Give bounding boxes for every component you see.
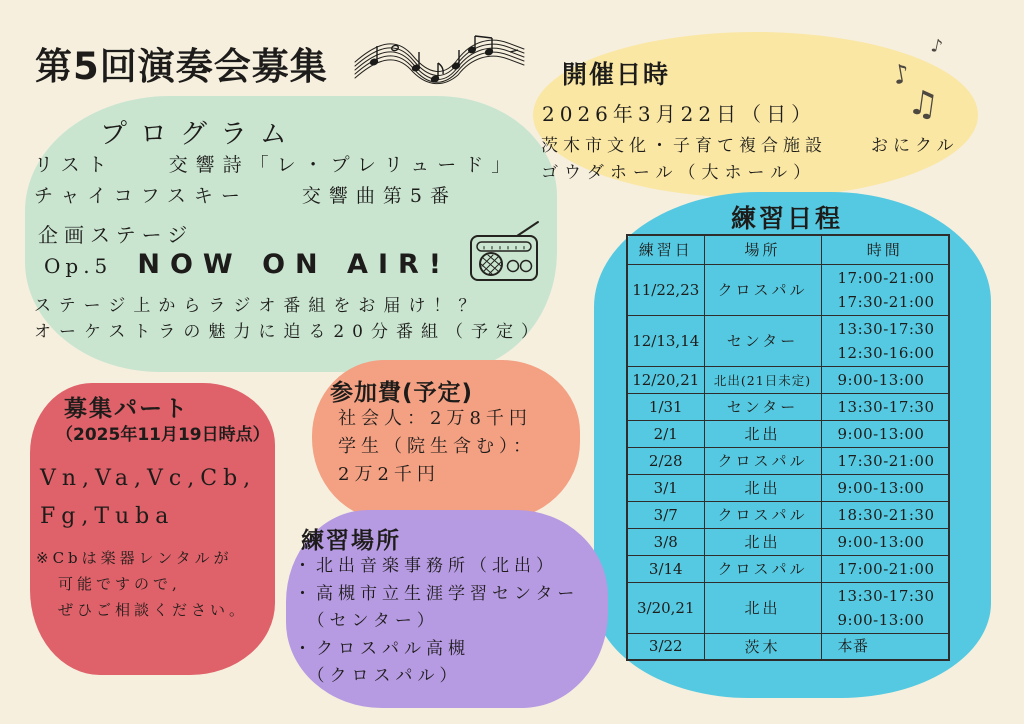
recruit-as-of-date: （2025年11月19日時点） xyxy=(56,425,270,445)
schedule-time-cell xyxy=(821,555,949,582)
schedule-place-cell: センター xyxy=(704,393,821,420)
schedule-place-cell: クロスパル xyxy=(704,264,821,315)
col-header-date: 練習日 xyxy=(627,235,704,264)
schedule-time-line: 本番 xyxy=(837,637,869,656)
stage-description xyxy=(34,293,546,345)
venue-item: （センター） xyxy=(294,611,439,631)
recruit-title: 募集パート xyxy=(64,396,189,422)
schedule-place-cell: クロスパル xyxy=(704,501,821,528)
schedule-row xyxy=(627,633,949,660)
schedule-place-cell: 茨木 xyxy=(704,633,821,660)
schedule-date-cell: 2/1 xyxy=(627,420,704,447)
schedule-place-cell: 北出 xyxy=(704,582,821,633)
schedule-time-line: 9:00-13:00 xyxy=(837,532,925,551)
schedule-row xyxy=(627,501,949,528)
recruit-note-line: ぜひご相談ください。 xyxy=(58,601,249,619)
schedule-row xyxy=(627,555,949,582)
schedule-time-line: 9:00-13:00 xyxy=(837,424,925,443)
schedule-row xyxy=(627,366,949,393)
schedule-time-cell xyxy=(821,582,949,633)
venue-items xyxy=(294,553,579,691)
schedule-row xyxy=(627,420,949,447)
music-note-icon: ♪ xyxy=(928,35,945,58)
venue-item: ・北出音楽事務所（北出） xyxy=(294,556,558,576)
schedule-time-line: 17:30-21:00 xyxy=(837,451,935,470)
schedule-place-cell: 北出(21日未定) xyxy=(704,366,821,393)
fee-title: 参加費(予定) xyxy=(330,380,474,406)
event-title: 開催日時 xyxy=(562,60,671,89)
schedule-row xyxy=(627,393,949,420)
schedule-time-cell xyxy=(821,501,949,528)
schedule-time-cell xyxy=(821,264,949,315)
schedule-time-line: 12:30-16:00 xyxy=(837,343,935,362)
program-lines xyxy=(34,150,518,212)
venue-item: ・高槻市立生涯学習センター xyxy=(294,583,580,604)
schedule-date-cell: 1/31 xyxy=(627,393,704,420)
schedule-date-cell: 3/1 xyxy=(627,474,704,501)
fee-line: 学生（院生含む）： xyxy=(338,436,536,457)
schedule-time-cell xyxy=(821,633,949,660)
schedule-row xyxy=(627,447,949,474)
recruit-parts-line: Fg,Tuba xyxy=(40,504,175,529)
schedule-place-cell: 北出 xyxy=(704,474,821,501)
venue-title: 練習場所 xyxy=(301,528,401,554)
schedule-place-cell: クロスパル xyxy=(704,555,821,582)
schedule-time-cell xyxy=(821,528,949,555)
stage-description-line: ステージ上からラジオ番組をお届け！？ xyxy=(34,296,484,316)
fee-line: 2万2千円 xyxy=(338,464,440,485)
schedule-table xyxy=(626,234,950,661)
event-venue-line2: ゴウダホール（大ホール） xyxy=(541,163,817,183)
fee-line: 社会人：2万8千円 xyxy=(338,408,532,429)
stage-op-line xyxy=(44,249,451,280)
schedule-time-cell xyxy=(821,393,949,420)
schedule-date-cell: 3/22 xyxy=(627,633,704,660)
program-title: プログラム xyxy=(100,119,300,150)
schedule-date-cell: 3/20,21 xyxy=(627,582,704,633)
recruit-note xyxy=(36,545,248,623)
now-on-air-label: NOW ON AIR! xyxy=(137,249,452,280)
recruit-parts xyxy=(40,460,256,536)
schedule-time-line: 17:30-21:00 xyxy=(837,292,935,311)
schedule-time-line: 9:00-13:00 xyxy=(837,370,925,389)
schedule-row xyxy=(627,474,949,501)
music-staff-icon xyxy=(352,26,527,92)
stage-description-line: オーケストラの魅力に迫る20分番組（予定） xyxy=(34,322,546,342)
schedule-place-cell: 北出 xyxy=(704,528,821,555)
schedule-row xyxy=(627,315,949,366)
schedule-table-body xyxy=(627,264,949,660)
schedule-date-cell: 3/7 xyxy=(627,501,704,528)
schedule-time-cell xyxy=(821,366,949,393)
schedule-date-cell: 12/13,14 xyxy=(627,315,704,366)
schedule-time-cell xyxy=(821,315,949,366)
recruit-note-line: ※Cbは楽器レンタルが xyxy=(36,549,233,567)
schedule-time-cell xyxy=(821,420,949,447)
schedule-place-cell: クロスパル xyxy=(704,447,821,474)
schedule-header-row xyxy=(627,235,949,264)
col-header-place: 場所 xyxy=(704,235,821,264)
schedule-time-line: 13:30-17:30 xyxy=(837,397,935,416)
schedule-place-cell: センター xyxy=(704,315,821,366)
music-note-icon: ♪ xyxy=(890,58,913,92)
program-line: チャイコフスキー 交響曲第5番 xyxy=(34,185,457,207)
schedule-date-cell: 3/8 xyxy=(627,528,704,555)
schedule-time-line: 9:00-13:00 xyxy=(837,610,925,629)
schedule-time-cell xyxy=(821,447,949,474)
fee-lines xyxy=(338,405,536,489)
event-date: 2026年3月22日（日） xyxy=(542,102,817,126)
schedule-row xyxy=(627,264,949,315)
schedule-date-cell: 3/14 xyxy=(627,555,704,582)
stage-heading: 企画ステージ xyxy=(38,223,194,247)
schedule-date-cell: 2/28 xyxy=(627,447,704,474)
schedule-date-cell: 12/20,21 xyxy=(627,366,704,393)
schedule-time-line: 13:30-17:30 xyxy=(837,586,935,605)
schedule-title: 練習日程 xyxy=(730,204,843,233)
schedule-time-cell xyxy=(821,474,949,501)
radio-icon xyxy=(467,219,545,289)
stage-op-label: Op.5 xyxy=(44,254,113,278)
page-title: 第5回演奏会募集 xyxy=(35,45,328,88)
schedule-row xyxy=(627,582,949,633)
schedule-time-line: 9:00-13:00 xyxy=(837,478,925,497)
col-header-time: 時間 xyxy=(821,235,949,264)
recruit-note-line: 可能ですので, xyxy=(58,575,181,593)
schedule-time-line: 13:30-17:30 xyxy=(837,319,935,338)
venue-item: ・クロスパル高槻 xyxy=(294,638,470,659)
schedule-row xyxy=(627,528,949,555)
program-line: リスト 交響詩「レ・プレリュード」 xyxy=(34,154,519,176)
schedule-time-line: 18:30-21:30 xyxy=(837,505,935,524)
recruit-parts-line: Vn,Va,Vc,Cb, xyxy=(40,466,257,491)
schedule-time-line: 17:00-21:00 xyxy=(837,268,935,287)
venue-item: （クロスパル） xyxy=(294,666,462,686)
music-note-icon: ♫ xyxy=(905,82,942,126)
schedule-time-line: 17:00-21:00 xyxy=(837,559,935,578)
event-venue-line1: 茨木市文化・子育て複合施設 おにクル xyxy=(541,136,959,156)
schedule-place-cell: 北出 xyxy=(704,420,821,447)
schedule-date-cell: 11/22,23 xyxy=(627,264,704,315)
